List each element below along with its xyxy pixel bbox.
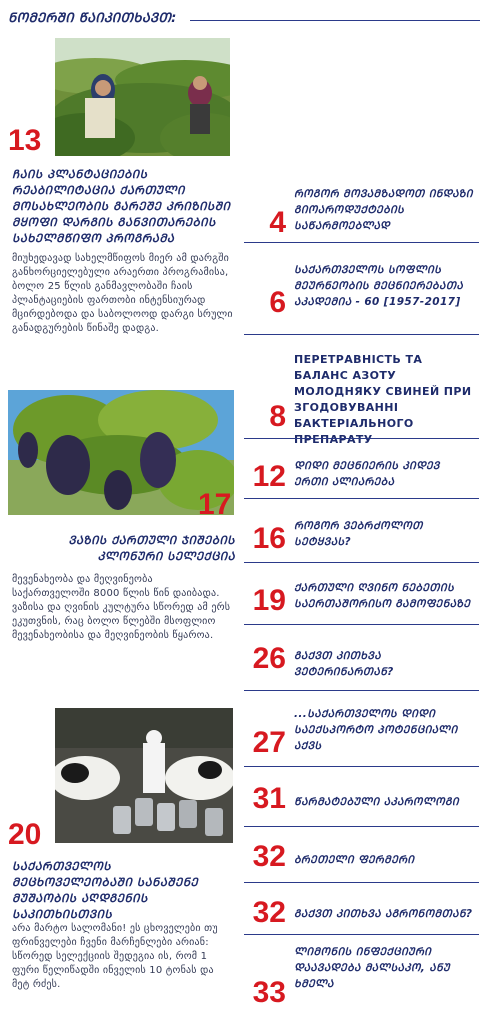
toc-title: ᲑᲠᲔᲗᲔᲚᲘ ᲤᲔᲠᲛᲔᲠᲘ xyxy=(294,854,415,866)
toc-divider xyxy=(244,562,479,563)
toc-page-number: 19 xyxy=(252,584,286,617)
toc-page-number: 12 xyxy=(252,460,286,493)
toc-divider xyxy=(244,438,479,439)
header-divider xyxy=(190,20,480,21)
toc-page-number: 16 xyxy=(252,522,286,555)
toc-title: ᲬᲐᲠᲛᲐᲢᲔᲑᲣᲚᲘ ᲐᲙᲐᲠᲝᲚᲝᲒᲘ xyxy=(294,796,459,808)
toc-title: ...ᲡᲐᲥᲐᲠᲗᲕᲔᲚᲝᲡ ᲓᲘᲓᲘ ᲡᲐᲔᲥᲡᲞᲝᲠᲢᲝ ᲞᲝᲢᲔᲜᲪᲘᲐᲚᲘ ᲐᲥᲕᲡ xyxy=(294,708,458,752)
toc-page-number: 6 xyxy=(269,286,286,319)
article-page-number: 17 xyxy=(198,488,232,521)
dairy-farm-photo xyxy=(55,708,233,843)
toc-page-number: 32 xyxy=(252,896,286,929)
article-title: ᲕᲐᲖᲘᲡ ᲥᲐᲠᲗᲣᲚᲘ ᲯᲘᲨᲔᲑᲘᲡ ᲙᲚᲝᲜᲣᲠᲘ ᲡᲔᲚᲔᲥᲪᲘᲐ xyxy=(68,533,235,563)
toc-title: ᲡᲐᲥᲐᲠᲗᲕᲔᲚᲝᲡ ᲡᲝᲤᲚᲘᲡ ᲛᲔᲣᲠᲜᲔᲝᲑᲘᲡ ᲛᲔᲪᲜᲘᲔᲠᲔᲑᲐᲗᲐ ᲐᲙᲐᲓᲔᲛᲘᲐ - 60 [1957-2017] xyxy=(294,264,464,308)
article-excerpt: მიუხედავად სახელმწიფოს მიერ ამ დარგში განხორციელებული არაერთი პროგრამისა, ბოლო 25 წლის განმავლობაში ჩაის პლანტაციების ფართობი ინტენსიურად მცირდებოდა და საბოლოოდ დარგი სრული განადგურების წინაშე დადგა. xyxy=(12,253,233,334)
article-excerpt: მევენახეობა და მეღვინეობა საქართველოში 8000 წლის წინ დაიბადა. ვაზისა და ღვინის კულტურა სწორედ ამ ერს ეკუთვნის, რაც ბოლო წლებში მსოფლიო მევენახეობისა და მეღვინეობის წყაროა. xyxy=(12,574,231,641)
toc-title: ᲓᲘᲓᲘ ᲛᲔᲪᲜᲘᲔᲠᲘᲡ ᲙᲘᲓᲔᲕ ᲔᲠᲗᲘ ᲐᲚᲘᲐᲠᲔᲑᲐ xyxy=(294,460,440,488)
toc-page-number: 33 xyxy=(252,976,286,1009)
toc-title: ПЕРЕТРАВНІСТЬ ТА БАЛАНС АЗОТУ МОЛОДНЯКУ СВИНЕЙ ПРИ ЗГОДОВУВАННІ БАКТЕРІАЛЬНОГО ПРЕПАРАТУ xyxy=(294,353,472,446)
section-header: ᲜᲝᲛᲔᲠᲨᲘ ᲬᲐᲘᲙᲘᲗᲮᲐᲕᲗ: xyxy=(8,11,177,26)
toc-title: ᲒᲐᲥᲕᲗ ᲙᲘᲗᲮᲕᲐ ᲕᲔᲢᲔᲠᲘᲜᲐᲠᲗᲐᲜ? xyxy=(294,650,394,678)
toc-page-number: 8 xyxy=(269,400,286,433)
toc-title: ᲠᲝᲒᲝᲠ ᲛᲝᲕᲐᲛᲖᲐᲓᲝᲗ ᲘᲜᲓᲐᲖᲘ ᲒᲘᲝᲐᲠᲝᲓᲣᲥᲢᲔᲑᲘᲡ ᲡᲐᲬᲐᲠᲛᲝᲔᲑᲚᲐᲓ xyxy=(294,188,473,232)
toc-title: ᲚᲘᲛᲝᲜᲘᲡ ᲘᲜᲤᲔᲥᲪᲘᲣᲠᲘ ᲓᲐᲐᲕᲐᲓᲔᲑᲐ ᲛᲐᲚᲡᲐᲙᲝ, ᲐᲜᲣ ᲮᲛᲔᲚᲐ xyxy=(294,946,450,990)
toc-page-number: 26 xyxy=(252,642,286,675)
toc-page-number: 27 xyxy=(252,726,286,759)
article-title: ᲩᲐᲘᲡ ᲞᲚᲐᲜᲢᲐᲪᲘᲔᲑᲘᲡ ᲠᲔᲐᲑᲘᲚᲘᲢᲐᲪᲘᲐ ᲥᲐᲠᲗᲣᲚᲘ ᲛᲝᲡᲐᲮᲚᲔᲝᲑᲘᲡ ᲒᲐᲠᲔᲨᲔ ᲙᲠᲘᲖᲘᲡᲨᲘ ᲛᲧᲝᲤᲘ ᲓᲐᲠᲒᲘᲡ ᲒᲐᲜᲕᲘᲗᲐᲠᲔᲑᲘᲡ ᲡᲐᲮᲔᲚᲛᲬᲘᲤᲝ ᲞᲠᲝᲒᲠᲐᲛᲐ xyxy=(12,167,231,245)
tea-plantation-photo xyxy=(55,38,230,156)
article-excerpt: არა მარტო სალომანი! ეს ცხოველები თუ ფრინველები ჩვენი მარჩენლები არიან: სწორედ სელექციის შედეგია ის, რომ 1 ფური წელიწადში ინველის 10 ტონას და მეტ რძეს. xyxy=(12,923,218,990)
toc-divider xyxy=(244,934,479,935)
toc-divider xyxy=(244,690,479,691)
toc-divider xyxy=(244,624,479,625)
article-page-number: 13 xyxy=(8,124,42,157)
toc-page-number: 32 xyxy=(252,840,286,873)
article-page-number: 20 xyxy=(8,818,42,851)
toc-divider xyxy=(244,826,479,827)
toc-page-number: 31 xyxy=(252,782,286,815)
article-title: ᲡᲐᲥᲐᲠᲗᲕᲔᲚᲝᲡ ᲛᲔᲪᲮᲝᲕᲔᲚᲔᲝᲑᲐᲨᲘ ᲡᲐᲜᲐᲨᲔᲜᲔ ᲛᲣᲨᲐᲝᲑᲘᲡ ᲐᲦᲓᲒᲔᲜᲘᲡ ᲡᲐᲙᲘᲗᲮᲘᲡᲗᲕᲘᲡ xyxy=(12,859,199,921)
toc-divider xyxy=(244,242,479,243)
toc-divider xyxy=(244,882,479,883)
toc-divider xyxy=(244,766,479,767)
toc-divider xyxy=(244,334,479,335)
toc-title: ᲒᲐᲥᲕᲗ ᲙᲘᲗᲮᲕᲐ ᲐᲒᲠᲝᲜᲝᲛᲗᲐᲜ? xyxy=(294,908,473,920)
toc-page-number: 4 xyxy=(269,206,286,239)
toc-title: ᲥᲐᲠᲗᲣᲚᲘ ᲦᲕᲘᲜᲝ ᲜᲔᲑᲔᲗᲘᲡ ᲡᲐᲔᲠᲗᲐᲨᲝᲠᲘᲡᲝ ᲒᲐᲛᲝᲤᲔᲜᲐᲖᲔ xyxy=(294,582,471,610)
toc-title: ᲠᲝᲒᲝᲠ ᲕᲔᲑᲠᲫᲝᲚᲝᲗ ᲡᲔᲢᲧᲕᲐᲡ? xyxy=(294,520,423,548)
toc-divider xyxy=(244,498,479,499)
